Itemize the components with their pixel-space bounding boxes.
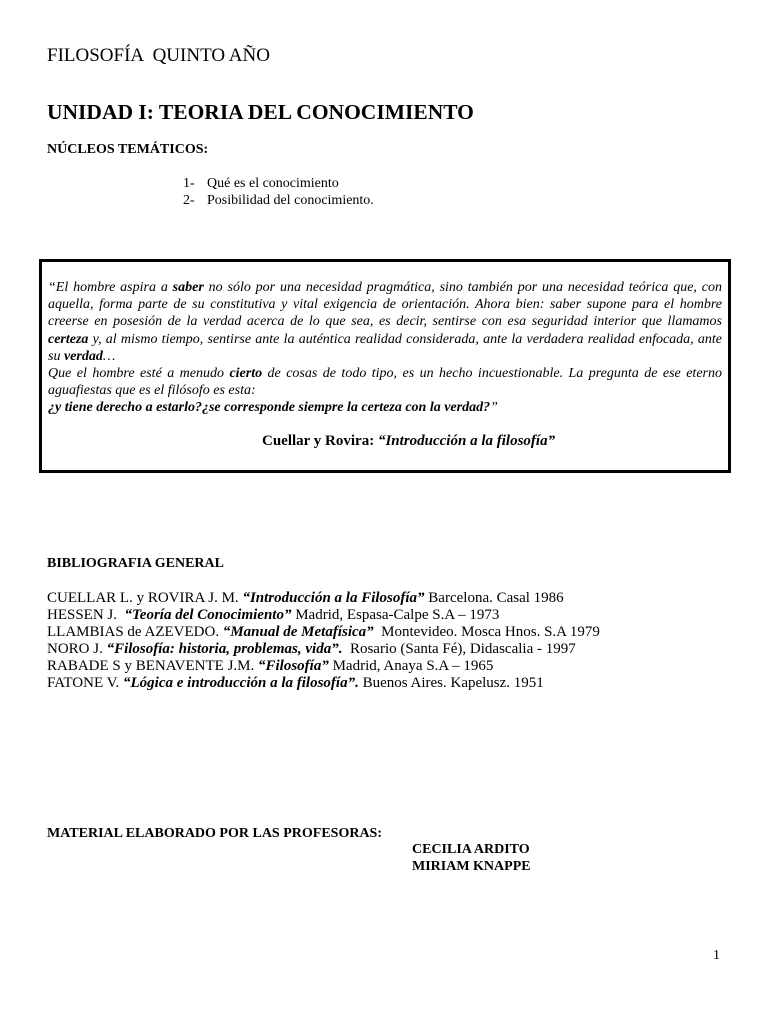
quote-emphasis-certeza: certeza — [48, 331, 89, 347]
author-name: CECILIA ARDITO — [412, 842, 530, 857]
entry-title: “Teoría del Conocimiento” — [124, 607, 292, 623]
quote-box — [39, 259, 731, 473]
topics-list — [183, 175, 374, 209]
entry-title: “Lógica e introducción a la filosofía”. — [123, 675, 359, 691]
entry-publisher: Madrid, Espasa-Calpe S.A – 1973 — [291, 607, 500, 623]
page-number: 1 — [713, 948, 720, 963]
citation-title: “Introducción a la filosofía” — [377, 433, 556, 449]
entry-publisher: Rosario (Santa Fé), Didascalia - 1997 — [342, 641, 576, 657]
quote-emphasis-saber: saber — [172, 280, 204, 295]
entry-publisher: Montevideo. Mosca Hnos. S.A 1979 — [373, 624, 600, 640]
bibliography-entry — [47, 624, 600, 641]
quote-emphasis-cierto: cierto — [229, 366, 263, 382]
bibliography-entry — [47, 658, 600, 675]
document-header: FILOSOFÍA QUINTO AÑO — [47, 45, 270, 66]
entry-author: LLAMBIAS de AZEVEDO. — [47, 624, 223, 640]
entry-author: HESSEN J. — [47, 607, 125, 623]
quote-text — [48, 279, 722, 417]
quote-fragment: Que el hombre esté a menudo — [48, 366, 230, 382]
quote-fragment: … — [102, 348, 116, 364]
entry-author: NORO J. — [47, 641, 107, 657]
quote-closing-mark: ” — [490, 400, 498, 416]
material-label: MATERIAL ELABORADO POR LAS PROFESORAS: — [47, 826, 383, 841]
quote-citation — [262, 433, 555, 450]
entry-author: CUELLAR L. y ROVIRA J. M. — [47, 590, 243, 606]
authors-list — [412, 841, 531, 875]
nucleos-label: NÚCLEOS TEMÁTICOS: — [47, 142, 209, 157]
bibliography-entry — [47, 590, 600, 607]
topic-number: 1- — [183, 176, 195, 191]
entry-title: “Introducción a la Filosofía” — [242, 590, 425, 606]
topic-item — [183, 175, 374, 192]
bibliography-entry — [47, 641, 600, 658]
topic-text: Posibilidad del conocimiento. — [207, 193, 374, 208]
citation-author: Cuellar y Rovira: — [262, 433, 378, 449]
entry-title: “Filosofía: historia, problemas, vida”. — [106, 641, 343, 657]
entry-title: “Filosofía” — [258, 658, 329, 674]
bibliography-entry — [47, 607, 600, 624]
quote-fragment: de cosas de todo tipo, es un hecho incuestionable. La pregunta de ese eterno aguafiestas que es el filósofo es esta: — [48, 366, 722, 399]
bibliography-list — [47, 590, 600, 692]
quote-question: ¿y tiene derecho a estarlo?¿se corresponde siempre la certeza con la verdad? — [48, 400, 491, 416]
bibliography-entry — [47, 675, 600, 692]
topic-text: Qué es el conocimiento — [207, 176, 339, 191]
entry-title: “Manual de Metafísica” — [222, 624, 374, 640]
unit-title: UNIDAD I: TEORIA DEL CONOCIMIENTO — [47, 100, 474, 124]
entry-publisher: Barcelona. Casal 1986 — [424, 590, 564, 606]
quote-fragment: “El hombre aspira a — [48, 280, 173, 295]
entry-publisher: Buenos Aires. Kapelusz. 1951 — [358, 675, 544, 691]
topic-number: 2- — [183, 193, 195, 208]
quote-emphasis-verdad: verdad — [63, 348, 103, 364]
quote-fragment: y, al mismo tiempo, sentirse ante la auténtica realidad considerada, ante la verdadera realidad enfocada, ante su — [48, 331, 722, 364]
entry-publisher: Madrid, Anaya S.A – 1965 — [328, 658, 494, 674]
topic-item — [183, 192, 374, 209]
quote-fragment: no sólo por una necesidad pragmática, sino también por una necesidad teórica que, con aquella, forma parte de su constitutiva y vital exigencia de orientación. Ahora bien: saber supone para el hombre creerse en posesión de la verdad acerca de lo que sea, es decir, sentirse con esa seguridad interior que llamamos — [48, 280, 722, 330]
entry-author: FATONE V. — [47, 675, 123, 691]
author-name: MIRIAM KNAPPE — [412, 859, 531, 874]
bibliography-title: BIBLIOGRAFIA GENERAL — [47, 556, 224, 571]
entry-author: RABADE S y BENAVENTE J.M. — [47, 658, 258, 674]
